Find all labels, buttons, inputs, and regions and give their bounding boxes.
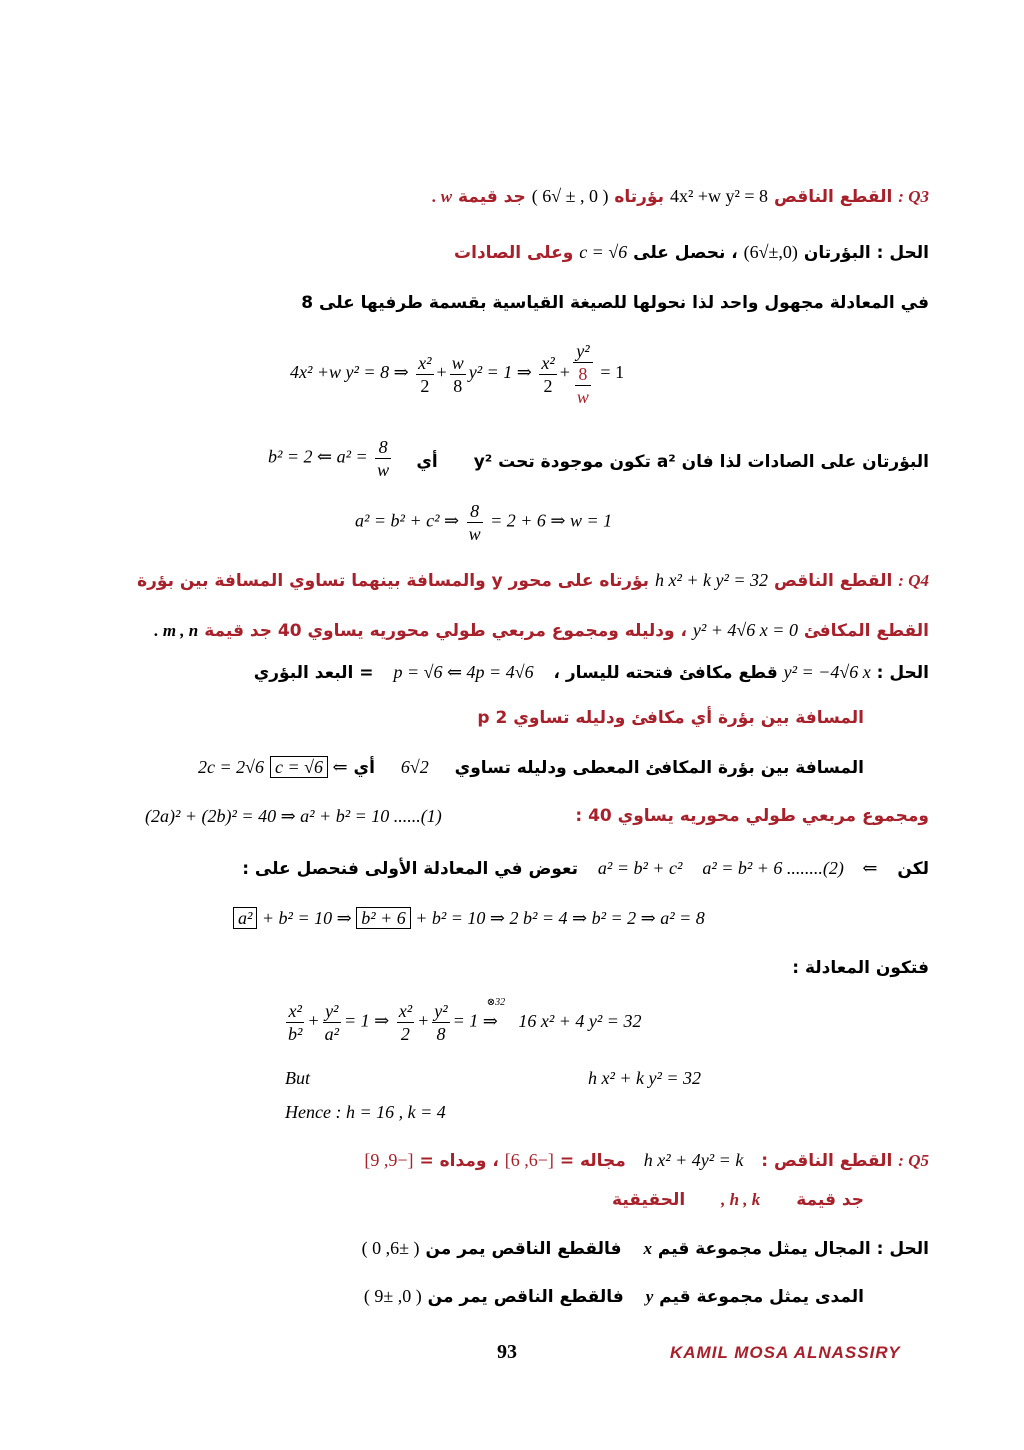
q4-but-b: تعوض في المعادلة الأولى فنحصل على : (242, 859, 578, 879)
q5-sol1-b: فالقطع الناقص يمر من (425, 1239, 622, 1259)
q4-line1-b: بؤرتاه على محور y والمسافة بينهما تساوي المسافة بين بؤرة (137, 571, 650, 591)
q5-domain: [−6, 6] (504, 1150, 554, 1170)
q5-line1-a: القطع الناقص : (761, 1151, 893, 1171)
q4-tag: Q4 : (898, 571, 929, 590)
q4-solution-line1 (254, 662, 929, 683)
q3-frac-y2-8w: $\frac{\text{y²}}{\frac{8}{w}}$ (573, 340, 593, 408)
q4-line2-c: m , n . (154, 621, 199, 640)
q3-sol-label: الحل : البؤرتان (803, 243, 929, 263)
q5-solution-line1 (362, 1238, 929, 1259)
q4-sol-d: = البعد البؤري (253, 663, 374, 683)
q5-line1-b: مجاله = (559, 1151, 626, 1171)
q3-frac-8-w: $\frac{8}{w}$ (377, 437, 390, 480)
q3-chain-arrow: ⇒ (516, 362, 532, 383)
q3-frac-8-w2: $\frac{8}{w}$ (468, 501, 481, 544)
q4-times32: ⊗32 (486, 996, 506, 1008)
q5-solution-line2 (364, 1286, 864, 1307)
q3-frac-x2-2: $\frac{\text{x²}}{2}$ (418, 352, 432, 396)
q4-frac-x2-b2: $\frac{\text{x²}}{\text{b²}}$ (288, 1001, 303, 1044)
q3-sol-c: c = √6 (579, 242, 628, 262)
q3-solution-line2: في المعادلة مجهول واحد لذا نحولها للصيغة القياسية بقسمة طرفيها على 8 (301, 293, 929, 313)
q3-sol-foci: (0,±√6) (743, 242, 798, 262)
q4-line2 (154, 620, 929, 641)
q4-but-eq: h x² + k y² = 32 (588, 1068, 702, 1088)
q4-frac-y2-a2: $\frac{\text{y²}}{\text{a²}}$ (324, 1001, 339, 1044)
q5-line2-a: جد قيمة (796, 1190, 864, 1210)
q3-line (432, 186, 929, 207)
q3-final (355, 500, 612, 545)
q5-sol2-b: فالقطع الناقص يمر من (427, 1287, 624, 1307)
q4-sol-b: قطع مكافئ فتحته لليسار ، (553, 663, 778, 683)
q3-sol3-math: b² = 2 ⇐ a² = (268, 446, 368, 467)
q3-final-b: = 2 + 6 ⇒ w = 1 (490, 510, 613, 531)
q5-tag: Q5 : (898, 1151, 929, 1170)
q4-dist2-any: أي (353, 758, 375, 778)
q3-solution-line1 (454, 242, 929, 263)
q3-tag: Q3 : (898, 187, 929, 206)
q4-distance-line2 (198, 757, 864, 778)
q3-sol-axis: وعلى الصادات (454, 243, 574, 263)
q3-equation-chain: 4x² +w y² = 8 ⇒ $\frac{\text{x²}}{2}$ + $\frac{w}{8}$ y² = 1 ⇒ $\frac{\text{x²}}{2}$ + $\frac{\text{y²}}{\frac{8}{w}}$ = 1 (290, 341, 625, 407)
q4-sol-c: p = √6 ⇐ 4p = 4√6 (393, 662, 534, 682)
q5-sol2-var: y (645, 1287, 654, 1306)
q4-but-eq1: ⇐ a² = b² + c² (597, 858, 878, 878)
q4-sum-line: ومجموع مربعي طولي محوريه يساوي 40 : (575, 806, 929, 826)
q3-sol3-any: أي (416, 452, 438, 472)
q4-sub-rest: + b² = 10 ⇒ 2 b² = 4 ⇒ b² = 2 ⇒ a² = 8 (415, 908, 705, 928)
q3-solution-line3-math (268, 436, 394, 481)
q4-sol-eq: y² = −4√6 x (783, 662, 871, 682)
q4-sol-label: الحل : (876, 663, 929, 683)
q4-dist2-text: المسافة بين بؤرة المكافئ المعطى ودليله تساوي (454, 758, 864, 778)
author-name: KAMIL MOSA ALNASSIRY (670, 1343, 901, 1362)
q4-line2-b: ، ودليله ومجموع مربعي طولي محوريه يساوي 40 جد قيمة (204, 621, 687, 641)
q5-sol2-point: ( 0, ±9 ) (363, 1286, 422, 1306)
q5-sol1-var: x (643, 1239, 652, 1258)
q4-line1 (137, 570, 929, 591)
q4-dist2-box: c = √6 (270, 756, 328, 778)
q4-dist2-val: 2√6 (400, 757, 429, 777)
q3-ask-var: w . (432, 187, 453, 206)
q4-dist2-eq: ⇐ 2c = 2√6 (198, 757, 348, 777)
q3-solution-line3 (416, 452, 929, 472)
q5-line1 (364, 1150, 929, 1171)
q5-sol2-a: المدى يمثل مجموعة قيم (659, 1287, 864, 1307)
q5-sol1-a: الحل : المجال يمثل مجموعة قيم (657, 1239, 929, 1259)
q5-line1-eq: h x² + 4y² = k (643, 1150, 744, 1170)
q3-equation: 4x² +w y² = 8 (669, 186, 769, 206)
q4-line2-eq: y² + 4√6 x = 0 (692, 620, 798, 640)
q4-sub-box2: b² + 6 (356, 907, 411, 929)
q4-but-word: But (285, 1068, 310, 1088)
q4-sub-mid: + b² = 10 ⇒ (261, 908, 352, 928)
q4-but-eq2: a² = b² + 6 ........(2) (702, 858, 844, 878)
q3-foci: ( 0 , ± √6 ) (531, 186, 609, 206)
q4-but-a: لكن (897, 859, 929, 879)
q5-line2-c: الحقيقية (612, 1190, 686, 1210)
q4-frac-y2-8: $\frac{\text{y²}}{8}$ (434, 1001, 448, 1044)
q5-sol1-point: ( ±6, 0 ) (361, 1238, 420, 1258)
q4-line1-a: القطع الناقص (773, 571, 893, 591)
q4-line1-eq: h x² + k y² = 32 (654, 570, 769, 590)
q4-std-result: 16 x² + 4 y² = 32 (518, 1010, 642, 1031)
q4-frac-x2-2: $\frac{\text{x²}}{2}$ (398, 1001, 413, 1044)
q4-distance-line: المسافة بين بؤرة أي مكافئ ودليله تساوي 2 p (477, 708, 864, 728)
q3-final-a: a² = b² + c² ⇒ (355, 510, 460, 531)
q3-sol3-text: البؤرتان على الصادات لذا فان a² تكون موجودة تحت y² (473, 452, 929, 472)
q3-chain-start: 4x² +w y² = 8 ⇒ (290, 362, 409, 383)
q5-line1-c: ، ومداه = (419, 1151, 499, 1171)
q3-foci-word: بؤرتاه (614, 187, 665, 207)
q5-line2-b: h , k , (721, 1190, 761, 1209)
q4-substitution (233, 908, 705, 929)
q4-hence: Hence : h = 16 , k = 4 (285, 1102, 446, 1122)
q3-chain-end: = 1 (600, 362, 625, 383)
q4-sum-eq: (2a)² + (2b)² = 40 ⇒ a² + b² = 10 ......(1) (145, 806, 442, 826)
q3-sol-get: ، نحصل على (633, 243, 738, 263)
q4-standard-eq: $\frac{\text{x²}}{\text{b²}}$ + $\frac{\text{y²}}{\text{a²}}$ = 1 ⇒ $\frac{\text{x²}}{2}$ + $\frac{\text{y²}}{8}$ = 1 ⊗32 ⇒ 16 x² + 4 y² = 32 (288, 996, 642, 1044)
q3-ask: جد قيمة (457, 187, 526, 207)
q3-frac-x2-2b: $\frac{\text{x²}}{2}$ (541, 352, 555, 396)
q4-equation-word: فتكون المعادلة : (792, 958, 929, 978)
q5-line2 (612, 1190, 864, 1210)
q4-sub-box1: a² (233, 907, 257, 929)
q3-frac-w-8: $\frac{w}{8}$ (451, 352, 464, 396)
q5-range: [−9, 9] (364, 1150, 414, 1170)
q3-statement: القطع الناقص (773, 187, 893, 207)
page-number: 93 (497, 1341, 517, 1363)
q4-line2-a: القطع المكافئ (803, 621, 929, 641)
q4-but-line (242, 858, 929, 879)
q4-std-eq-tail: = 1 (452, 1010, 479, 1031)
